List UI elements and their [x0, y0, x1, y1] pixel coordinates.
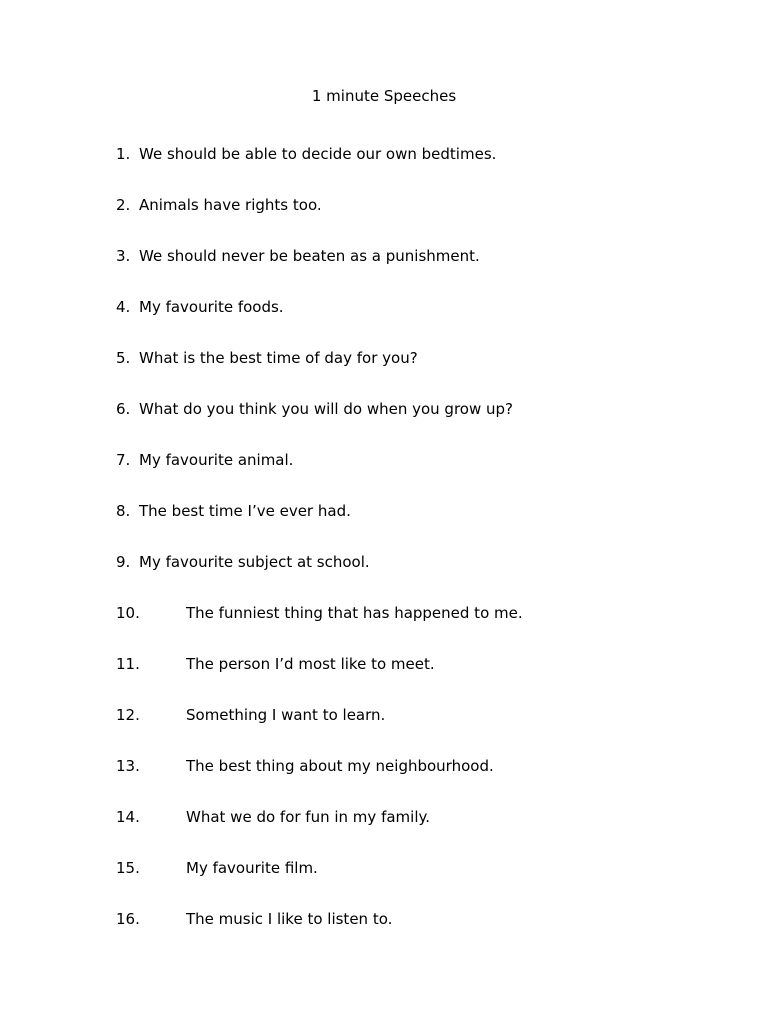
list-item [116, 246, 480, 266]
list-item [116, 756, 494, 776]
item-text: My favourite animal. [139, 451, 294, 469]
item-text: The funniest thing that has happened to me. [186, 604, 523, 622]
item-number: 10. [116, 604, 140, 622]
item-number: 8. [116, 502, 131, 520]
list-item [116, 450, 293, 470]
list-item [116, 909, 392, 929]
item-text: Something I want to learn. [186, 706, 386, 724]
item-number: 3. [116, 247, 131, 265]
item-number: 2. [116, 196, 131, 214]
list-item [116, 348, 418, 368]
item-text: We should never be beaten as a punishment. [139, 247, 480, 265]
item-number: 1. [116, 145, 131, 163]
page-title: 1 minute Speeches [311, 87, 457, 105]
item-number: 15. [116, 859, 140, 877]
item-text: What is the best time of day for you? [139, 349, 418, 367]
item-text: My favourite subject at school. [139, 553, 370, 571]
item-number: 9. [116, 553, 131, 571]
list-item [116, 603, 523, 623]
item-number: 14. [116, 808, 140, 826]
item-text: What we do for fun in my family. [186, 808, 430, 826]
list-item [116, 654, 435, 674]
item-number: 13. [116, 757, 140, 775]
item-text: What do you think you will do when you grow up? [139, 400, 513, 418]
item-number: 5. [116, 349, 131, 367]
item-number: 11. [116, 655, 140, 673]
item-number: 6. [116, 400, 131, 418]
list-item [116, 807, 430, 827]
list-item [116, 399, 513, 419]
list-item [116, 858, 318, 878]
item-number: 4. [116, 298, 131, 316]
list-item [116, 501, 351, 521]
item-text: We should be able to decide our own bedtimes. [139, 145, 497, 163]
item-text: The music I like to listen to. [186, 910, 393, 928]
item-text: Animals have rights too. [139, 196, 322, 214]
item-number: 12. [116, 706, 140, 724]
item-text: The best thing about my neighbourhood. [186, 757, 494, 775]
item-number: 7. [116, 451, 131, 469]
list-item [116, 705, 385, 725]
item-number: 16. [116, 910, 140, 928]
item-text: The person I’d most like to meet. [186, 655, 435, 673]
item-text: The best time I’ve ever had. [139, 502, 351, 520]
list-item [116, 297, 284, 317]
list-item [116, 552, 370, 572]
list-item [116, 195, 322, 215]
list-item [116, 144, 496, 164]
item-text: My favourite film. [186, 859, 318, 877]
item-text: My favourite foods. [139, 298, 284, 316]
